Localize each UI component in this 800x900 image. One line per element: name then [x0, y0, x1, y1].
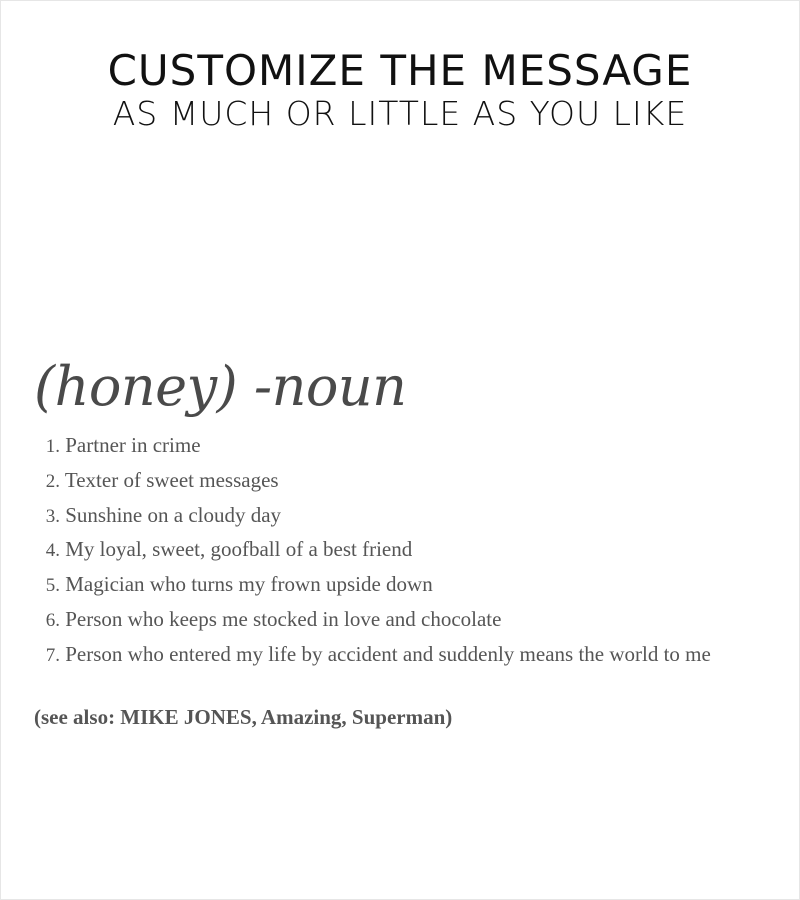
item-number: 4.	[45, 540, 60, 562]
item-text: Person who keeps me stocked in love and chocolate	[65, 606, 502, 631]
headline-subtitle: AS MUCH OR LITTLE AS YOU LIKE	[112, 94, 688, 133]
headline-title: CUSTOMIZE THE MESSAGE	[107, 46, 693, 95]
item-number: 5.	[45, 575, 60, 597]
definition-list	[34, 430, 711, 674]
definition-item	[34, 465, 711, 500]
definition-item	[34, 500, 711, 535]
definition-item	[34, 604, 711, 639]
definition-item	[34, 569, 711, 604]
see-also-note: (see also: MIKE JONES, Amazing, Superman)	[34, 705, 453, 729]
item-number: 7.	[45, 644, 60, 666]
item-text: Sunshine on a cloudy day	[65, 502, 282, 527]
item-number: 1.	[45, 436, 60, 457]
item-text: Partner in crime	[65, 433, 201, 457]
definition-item	[34, 639, 711, 674]
item-text: My loyal, sweet, goofball of a best friend	[65, 537, 413, 562]
item-text: Texter of sweet messages	[64, 467, 279, 492]
item-number: 6.	[45, 609, 60, 631]
item-text: Magician who turns my frown upside down	[65, 572, 433, 597]
definition-item	[34, 534, 711, 569]
item-number: 3.	[45, 505, 60, 527]
definition-item	[34, 430, 711, 465]
definition-term: (honey) -noun	[34, 355, 407, 418]
item-text: Person who entered my life by accident and suddenly means the world to me	[65, 641, 711, 666]
item-number: 2.	[45, 470, 60, 492]
